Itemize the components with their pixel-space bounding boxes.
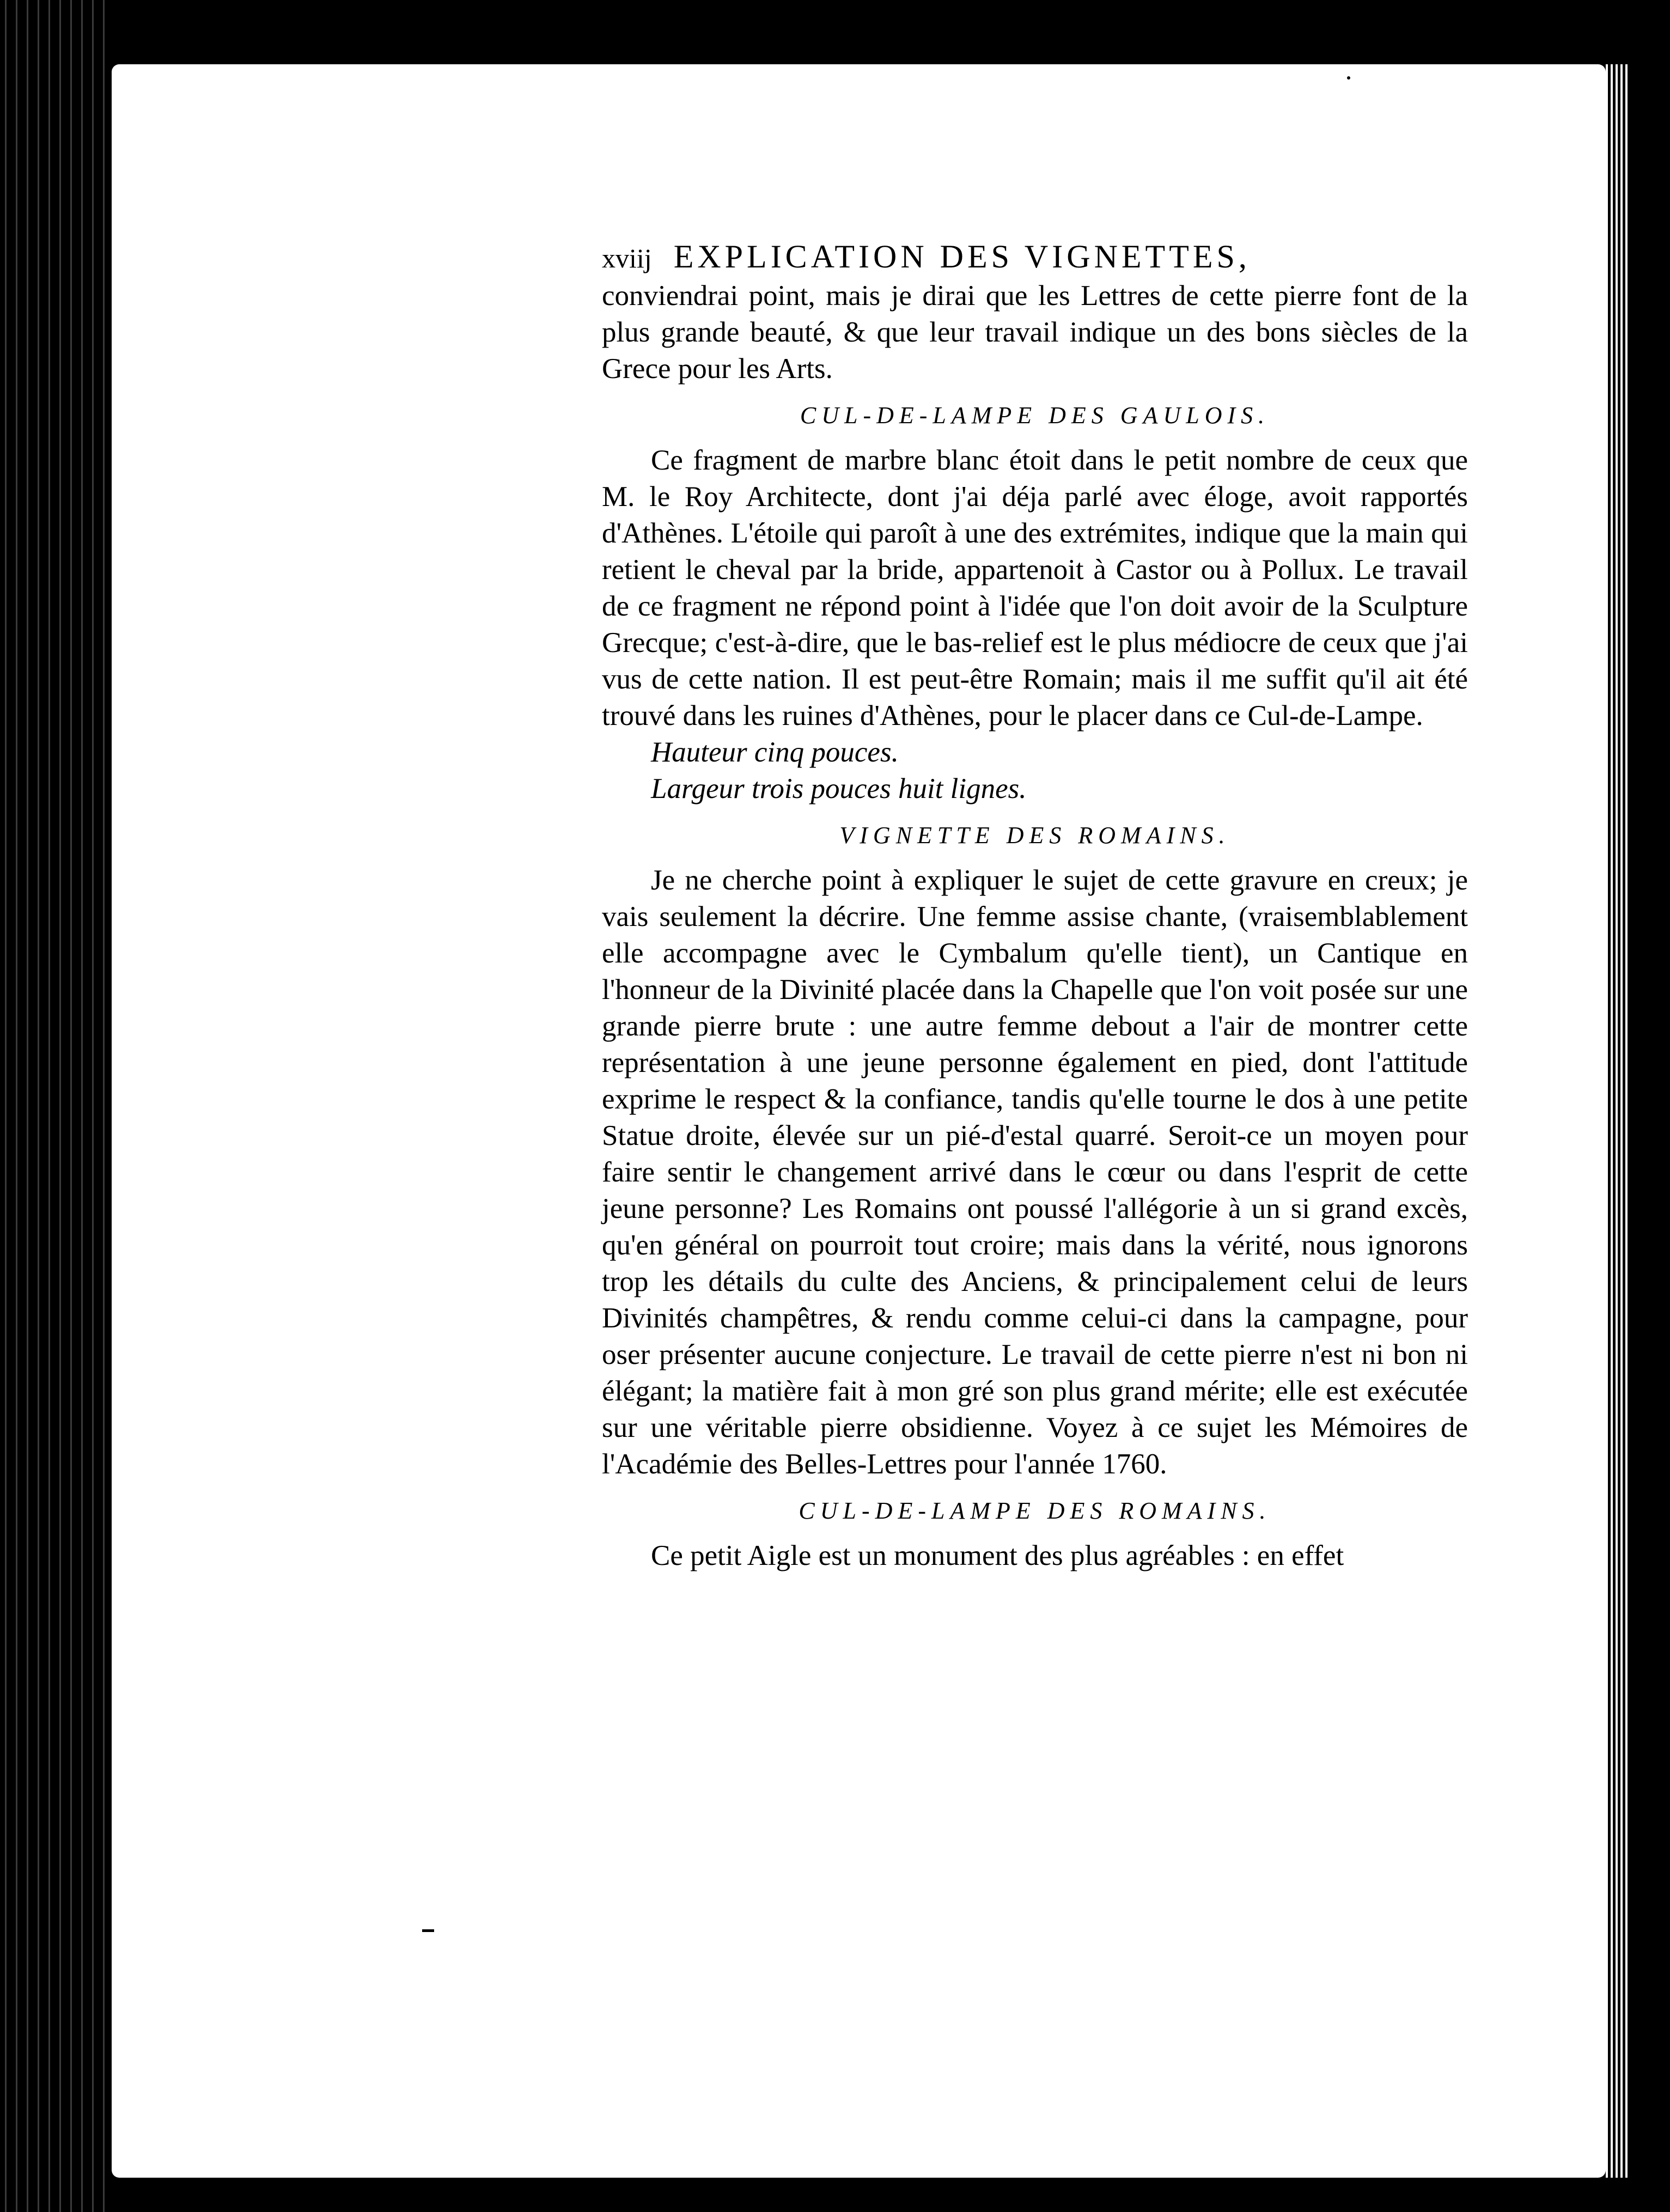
running-title: EXPLICATION DES VIGNETTES, [673,239,1251,275]
gaulois-height: Hauteur cinq pouces. [651,736,899,768]
stray-mark [422,1929,434,1932]
heading-cul-de-lampe-gaulois: CUL-DE-LAMPE DES GAULOIS. [800,402,1270,429]
scan-right-edge [1606,64,1628,2178]
page-text-block [602,237,1468,1574]
romains-cul-paragraph: Ce petit Aigle est un monument des plus agréables : en effet [651,1540,1344,1571]
romains-vignette-paragraph: Je ne cherche point à expliquer le sujet de cette gravure en creux; je vais seulement la décrire. Une femme assise chante, (vraisemblablement elle accompagne avec le Cymbalum qu'elle tient), un Cantique en l'honneur de la Divinité placée dans la Chapelle que l'on voit posée sur une grande pierre brute : une autre femme debout a l'air de montrer cette représentation à une jeune personne également en pied, dont l'attitude exprime le respect & la confiance, tandis qu'elle tourne le dos à une petite Statue droite, élevée sur un pié-d'estal quarré. Seroit-ce un moyen pour faire sentir le changement arrivé dans le cœur ou dans l'esprit de cette jeune personne? Les Romains ont poussé l'allégorie à un si grand excès, qu'en général on pourroit tout croire; mais dans la vérité, nous ignorons trop les détails du culte des Anciens, & principalement celui de leurs Divinités champêtres, & rendu comme celui-ci dans la campagne, pour oser présenter aucune conjecture. Le travail de cette pierre n'est ni bon ni élégant; la matière fait à mon gré son plus grand mérite; elle est exécutée sur une véritable pierre obsidienne. Voyez à ce sujet les Mémoires de l'Académie des Belles-Lettres pour l'année 1760. [602,864,1468,1480]
gaulois-width: Largeur trois pouces huit lignes. [651,773,1027,805]
gaulois-paragraph: Ce fragment de marbre blanc étoit dans le petit nombre de ceux que M. le Roy Architecte, dont j'ai déja parlé avec éloge, avoit rapportés d'Athènes. L'étoile qui paroît à une des extrémites, indique que la main qui retient le cheval par la bride, appartenoit à Castor ou à Pollux. Le travail de ce fragment ne répond point à l'idée que l'on doit avoir de la Sculpture Grecque; c'est-à-dire, que le bas-relief est le plus médiocre de ceux que j'ai vus de cette nation. Il est peut-être Romain; mais il me suffit qu'il ait été trouvé dans les ruines d'Athènes, pour le placer dans ce Cul-de-Lampe. [602,444,1468,732]
running-header [602,237,1468,278]
heading-vignette-romains: VIGNETTE DES ROMAINS. [839,822,1230,849]
heading-cul-de-lampe-romains: CUL-DE-LAMPE DES ROMAINS. [799,1497,1271,1524]
page-number: xviij [602,243,652,273]
speck [1347,76,1350,80]
scan-left-edge [0,0,112,2212]
intro-paragraph: conviendrai point, mais je dirai que les Lettres de cette pierre font de la plus grande beauté, & que leur travail indique un des bons siècles de la Grece pour les Arts. [602,280,1468,385]
